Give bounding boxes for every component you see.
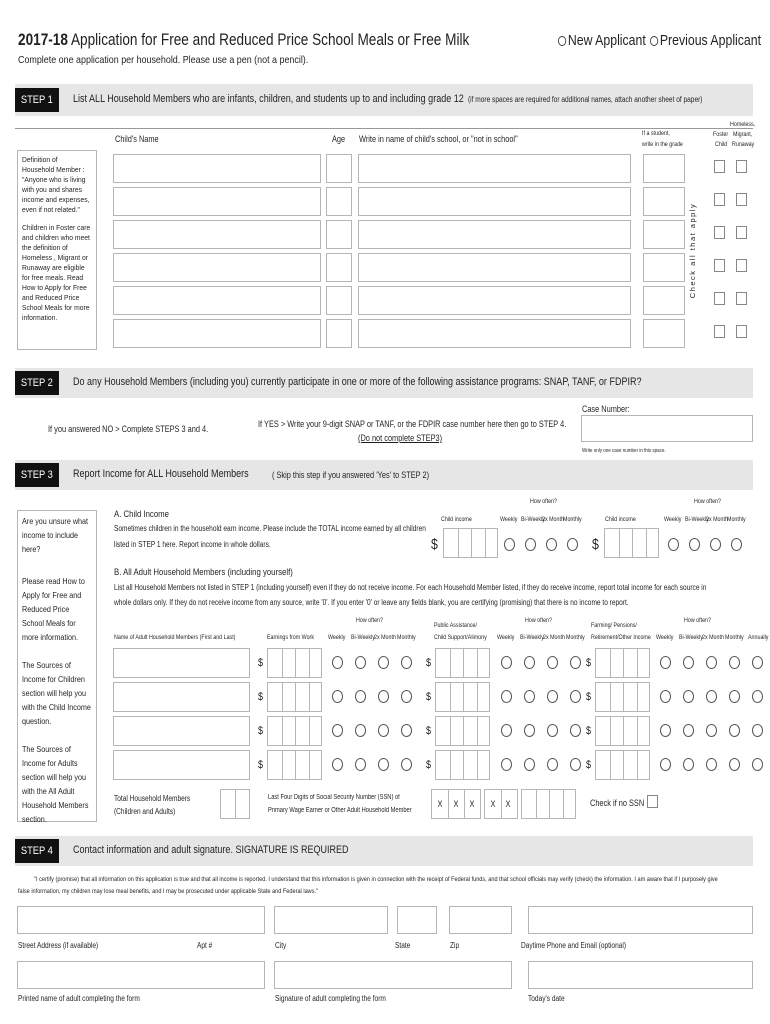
dollar-sign: $ <box>592 536 599 553</box>
previous-applicant-radio[interactable] <box>650 36 658 46</box>
zip-field[interactable] <box>449 906 512 934</box>
ssn-label-1: Last Four Digits of Social Security Number (SSN) of <box>268 794 400 801</box>
adult-income-amount-field[interactable] <box>267 682 322 712</box>
ssn-last-four-field[interactable] <box>521 789 576 819</box>
col-farming-1: Farming/ Pensions/ <box>591 622 637 629</box>
freq-radio[interactable] <box>504 538 515 551</box>
digit-divider <box>623 751 624 779</box>
freq-label: Bi-Weekly <box>521 516 545 523</box>
freq-radio[interactable] <box>524 758 535 771</box>
freq-radio[interactable] <box>683 690 694 703</box>
col-school: Write in name of child's school, or "not in school" <box>359 134 518 144</box>
col-foster: Foster <box>713 131 729 138</box>
digit-divider <box>282 649 283 677</box>
freq-radio[interactable] <box>731 538 742 551</box>
freq-radio[interactable] <box>752 724 763 737</box>
adult-income-text-2: whole dollars only. If they do not receive income from any source, write '0'. If you enter '0' or leave any fields blank, you are certifying (promising) that there is no income to report. <box>114 598 629 607</box>
freq-radio[interactable] <box>525 538 536 551</box>
child-income-title: A. Child Income <box>114 509 169 520</box>
col-child: Child <box>715 141 728 148</box>
digit-divider <box>463 717 464 745</box>
no-ssn-label: Check if no SSN <box>590 798 645 808</box>
step2-do-not: (Do not complete STEP3) <box>358 433 443 443</box>
freq-radio[interactable] <box>355 690 366 703</box>
freq-radio[interactable] <box>547 724 558 737</box>
freq-radio[interactable] <box>355 758 366 771</box>
dollar-sign: $ <box>426 691 432 703</box>
digit-divider <box>282 751 283 779</box>
freq-radio[interactable] <box>524 656 535 669</box>
street-label: Street Address (if available) <box>18 941 99 950</box>
freq-label: Weekly <box>497 634 515 641</box>
freq-label: Bi-Weekly <box>351 634 375 641</box>
step1-label: STEP 1 <box>15 88 59 112</box>
freq-label: Weekly <box>656 634 674 641</box>
child-age-field[interactable] <box>326 253 352 282</box>
foster-note: Children in Foster care and children who meet the definition of Homeless , Migrant or Runaway are eligible for free meals. Read How to Apply for Free and Reduced Price School Meals for more information. <box>22 223 91 322</box>
previous-applicant-option[interactable]: Previous Applicant <box>650 32 761 49</box>
case-number-label: Case Number: <box>582 404 630 414</box>
homeless-checkbox[interactable] <box>736 325 747 338</box>
freq-radio[interactable] <box>660 758 671 771</box>
certification-2: false information, my children may lose meal benefits, and I may be prosecuted under applicable State and Federal laws." <box>18 888 319 895</box>
children-sources-note: The Sources of Income for Children section will help you with the Child Income question. <box>22 661 91 726</box>
homeless-checkbox[interactable] <box>736 160 747 173</box>
child-age-field[interactable] <box>326 187 352 216</box>
freq-label: Bi-Weekly <box>685 516 709 523</box>
state-label: State <box>395 941 411 950</box>
col-age: Age <box>332 134 346 144</box>
printed-name-label: Printed name of adult completing the form <box>18 994 140 1003</box>
freq-radio[interactable] <box>547 656 558 669</box>
freq-label: Monthly <box>566 634 585 641</box>
digit-divider <box>477 649 478 677</box>
street-address-field[interactable] <box>17 906 265 934</box>
dollar-sign: $ <box>586 657 592 669</box>
digit-divider <box>477 717 478 745</box>
freq-radio[interactable] <box>570 724 581 737</box>
digit-divider <box>309 717 310 745</box>
digit-divider <box>458 529 459 557</box>
digit-divider <box>282 683 283 711</box>
col-grade-2: write in the grade <box>642 141 683 148</box>
freq-radio[interactable] <box>547 758 558 771</box>
ssn-masked-2: X X <box>484 789 518 819</box>
freq-radio[interactable] <box>524 690 535 703</box>
child-name-field[interactable] <box>113 286 321 315</box>
read-note: Please read How to Apply for Free and Reduced Price School Meals for more information. <box>22 577 85 642</box>
child-name-field[interactable] <box>113 154 321 183</box>
dollar-sign: $ <box>586 759 592 771</box>
freq-radio[interactable] <box>706 724 717 737</box>
step3-skip: ( Skip this step if you answered 'Yes' to STEP 2) <box>272 470 430 480</box>
freq-radio[interactable] <box>401 690 412 703</box>
child-school-field[interactable] <box>358 220 631 249</box>
freq-radio[interactable] <box>332 690 343 703</box>
how-often-label: How often? <box>694 498 721 505</box>
freq-label: Monthly <box>397 634 416 641</box>
digit-divider <box>471 529 472 557</box>
freq-radio[interactable] <box>752 758 763 771</box>
freq-radio[interactable] <box>752 690 763 703</box>
dollar-sign: $ <box>258 691 264 703</box>
certification-1: "I certify (promise) that all information on this application is true and that all income is reported. I understand that this information is given in connection with the receipt of Federal funds, and that school officials may verify (check) the information. I am aware that if I purposely give <box>34 876 718 883</box>
child-school-field[interactable] <box>358 187 631 216</box>
adult-name-field[interactable] <box>113 682 250 712</box>
digit-divider <box>295 649 296 677</box>
date-field[interactable] <box>528 961 753 989</box>
freq-radio[interactable] <box>501 690 512 703</box>
homeless-checkbox[interactable] <box>736 292 747 305</box>
adult-income-amount-field[interactable] <box>595 648 650 678</box>
state-field[interactable] <box>397 906 437 934</box>
freq-label: Bi-Weekly <box>679 634 703 641</box>
freq-label: Weekly <box>664 516 682 523</box>
step1-note: (if more spaces are required for additional names, attach another sheet of paper) <box>468 95 703 104</box>
freq-label: 2x Month <box>702 634 724 641</box>
step4-label: STEP 4 <box>15 839 59 863</box>
zip-label: Zip <box>450 941 460 950</box>
freq-radio[interactable] <box>570 656 581 669</box>
total-members-2: (Children and Adults) <box>114 807 176 816</box>
child-age-field[interactable] <box>326 319 352 348</box>
col-homeless: Homeless, <box>730 121 756 128</box>
household-definition: Definition of Household Member : "Anyone who is living with you and shares income and expenses, even if not related." <box>22 155 90 214</box>
digit-divider <box>450 649 451 677</box>
col-child-name: Child's Name <box>115 134 159 144</box>
child-school-field[interactable] <box>358 319 631 348</box>
freq-radio[interactable] <box>501 724 512 737</box>
freq-radio[interactable] <box>332 758 343 771</box>
freq-radio[interactable] <box>706 758 717 771</box>
child-school-field[interactable] <box>358 253 631 282</box>
digit-divider <box>637 717 638 745</box>
freq-radio[interactable] <box>546 538 557 551</box>
freq-radio[interactable] <box>332 656 343 669</box>
step2-if-yes: If YES > Write your 9-digit SNAP or TANF, or the FDPIR case number here then go to STEP 4. <box>258 419 567 429</box>
digit-divider <box>610 683 611 711</box>
digit-divider <box>610 649 611 677</box>
digit-divider <box>637 649 638 677</box>
freq-label: Weekly <box>500 516 518 523</box>
digit-divider <box>450 751 451 779</box>
freq-radio[interactable] <box>378 690 389 703</box>
adult-income-amount-field[interactable] <box>435 750 490 780</box>
homeless-checkbox[interactable] <box>736 226 747 239</box>
digit-divider <box>450 717 451 745</box>
digit-divider <box>295 717 296 745</box>
child-age-field[interactable] <box>326 220 352 249</box>
digit-divider <box>282 717 283 745</box>
phone-email-field[interactable] <box>528 906 753 934</box>
digit-divider <box>309 649 310 677</box>
freq-radio[interactable] <box>570 758 581 771</box>
freq-radio[interactable] <box>401 656 412 669</box>
child-school-field[interactable] <box>358 286 631 315</box>
col-earnings: Earnings from Work <box>267 634 315 641</box>
child-school-field[interactable] <box>358 154 631 183</box>
digit-divider <box>295 683 296 711</box>
step1-sidebar <box>17 150 97 350</box>
apt-label: Apt # <box>197 941 213 950</box>
freq-label: Monthly <box>563 516 582 523</box>
freq-label: 2x Month <box>374 634 396 641</box>
digit-divider <box>309 683 310 711</box>
child-income-amount-field[interactable] <box>443 528 498 558</box>
step4-title: Contact information and adult signature. SIGNATURE IS REQUIRED <box>73 844 349 856</box>
dollar-sign: $ <box>258 725 264 737</box>
dollar-sign: $ <box>426 657 432 669</box>
adult-name-field[interactable] <box>113 750 250 780</box>
col-public-1: Public Assistance/ <box>434 622 477 629</box>
col-grade-1: If a student, <box>642 130 670 137</box>
dollar-sign: $ <box>586 691 592 703</box>
step3-sidebar <box>17 510 97 822</box>
freq-label: Bi-Weekly <box>520 634 544 641</box>
freq-radio[interactable] <box>706 690 717 703</box>
step2-if-no: If you answered NO > Complete STEPS 3 and 4. <box>48 424 209 434</box>
adult-income-amount-field[interactable] <box>435 716 490 746</box>
digit-divider <box>632 529 633 557</box>
freq-label: Annually <box>748 634 769 641</box>
adult-income-amount-field[interactable] <box>267 648 322 678</box>
col-migrant: Migrant, <box>733 131 753 138</box>
adult-income-amount-field[interactable] <box>595 682 650 712</box>
date-label: Today's date <box>528 994 565 1003</box>
digit-divider <box>637 683 638 711</box>
freq-radio[interactable] <box>570 690 581 703</box>
digit-divider <box>623 649 624 677</box>
digit-divider <box>450 683 451 711</box>
adult-income-amount-field[interactable] <box>595 716 650 746</box>
how-often-label: How often? <box>530 498 557 505</box>
homeless-checkbox[interactable] <box>736 259 747 272</box>
freq-label: Weekly <box>328 634 346 641</box>
adult-name-field[interactable] <box>113 716 250 746</box>
step1-title: List ALL Household Members who are infants, children, and students up to and including grade 12 <box>73 93 464 105</box>
freq-radio[interactable] <box>524 724 535 737</box>
freq-radio[interactable] <box>710 538 721 551</box>
new-applicant-option[interactable]: New Applicant <box>558 32 646 49</box>
form-title: 2017-18 Application for Free and Reduced Price School Meals or Free Milk <box>18 30 470 49</box>
freq-radio[interactable] <box>660 690 671 703</box>
phone-label: Daytime Phone and Email (optional) <box>521 941 627 950</box>
step3-label: STEP 3 <box>15 463 59 487</box>
how-often-label: How often? <box>356 617 383 624</box>
freq-radio[interactable] <box>547 690 558 703</box>
adult-name-field[interactable] <box>113 648 250 678</box>
digit-divider <box>477 683 478 711</box>
freq-radio[interactable] <box>683 656 694 669</box>
child-age-field[interactable] <box>326 154 352 183</box>
child-income-text-2: listed in STEP 1 here. Report income in whole dollars. <box>114 540 271 549</box>
check-all-label: Check all that apply <box>688 202 698 298</box>
freq-label: 2x Month <box>706 516 728 523</box>
digit-divider <box>646 529 647 557</box>
adult-income-amount-field[interactable] <box>595 750 650 780</box>
adult-income-amount-field[interactable] <box>267 716 322 746</box>
child-name-field[interactable] <box>113 319 321 348</box>
col-runaway: Runaway <box>732 141 755 148</box>
freq-radio[interactable] <box>706 656 717 669</box>
signature-field[interactable] <box>274 961 512 989</box>
digit-divider <box>619 529 620 557</box>
digit-divider <box>637 751 638 779</box>
freq-radio[interactable] <box>729 656 740 669</box>
freq-radio[interactable] <box>689 538 700 551</box>
dollar-sign: $ <box>586 725 592 737</box>
freq-radio[interactable] <box>332 724 343 737</box>
col-farming-2: Retirement/Other Income <box>591 634 651 641</box>
signature-label: Signature of adult completing the form <box>275 994 386 1003</box>
ssn-masked-1: X X X <box>431 789 481 819</box>
dollar-sign: $ <box>258 657 264 669</box>
freq-radio[interactable] <box>401 758 412 771</box>
freq-radio[interactable] <box>729 690 740 703</box>
digit-divider <box>463 751 464 779</box>
case-number-field[interactable] <box>581 415 753 442</box>
step3-title: Report Income for ALL Household Members <box>73 468 249 480</box>
ssn-label-2: Primary Wage Earner or Other Adult Household Member <box>268 807 412 814</box>
freq-radio[interactable] <box>501 656 512 669</box>
case-number-note: Write only one case number in this space. <box>582 448 666 454</box>
freq-radio[interactable] <box>660 656 671 669</box>
adult-income-amount-field[interactable] <box>435 648 490 678</box>
freq-label: Monthly <box>727 516 746 523</box>
digit-divider <box>610 751 611 779</box>
child-income-text-1: Sometimes children in the household earn income. Please include the TOTAL income earned by all children <box>114 524 426 533</box>
digit-divider <box>485 529 486 557</box>
child-income-amount-field[interactable] <box>604 528 659 558</box>
how-often-label: How often? <box>525 617 552 624</box>
unsure-note: Are you unsure what income to include here? <box>22 517 89 554</box>
dollar-sign: $ <box>426 759 432 771</box>
digit-divider <box>463 649 464 677</box>
total-members-1: Total Household Members <box>114 794 191 803</box>
how-often-label: How often? <box>684 617 711 624</box>
step2-label: STEP 2 <box>15 371 59 395</box>
freq-radio[interactable] <box>501 758 512 771</box>
no-ssn-checkbox[interactable] <box>647 795 658 808</box>
digit-divider <box>623 683 624 711</box>
freq-radio[interactable] <box>401 724 412 737</box>
freq-radio[interactable] <box>378 758 389 771</box>
freq-radio[interactable] <box>378 656 389 669</box>
child-name-field[interactable] <box>113 187 321 216</box>
printed-name-field[interactable] <box>17 961 265 989</box>
dollar-sign: $ <box>431 536 438 553</box>
freq-label: Monthly <box>725 634 744 641</box>
col-adult-name: Name of Adult Household Members (First and Last) <box>114 634 236 641</box>
freq-radio[interactable] <box>567 538 578 551</box>
child-age-field[interactable] <box>326 286 352 315</box>
adult-income-amount-field[interactable] <box>435 682 490 712</box>
digit-divider <box>610 717 611 745</box>
digit-divider <box>477 751 478 779</box>
check-all-container <box>666 160 720 340</box>
freq-radio[interactable] <box>683 724 694 737</box>
child-name-field[interactable] <box>113 253 321 282</box>
adult-income-text-1: List all Household Members not listed in STEP 1 (including yourself) even if they do not receive income. For each Household Member listed, if they do receive income, report total income for each source in <box>114 583 707 592</box>
digit-divider <box>295 751 296 779</box>
freq-radio[interactable] <box>355 724 366 737</box>
child-income-label: Child income <box>605 516 636 523</box>
col-public-2: Child Support/Alimony <box>434 634 487 641</box>
digit-divider <box>463 683 464 711</box>
adults-sources-note: The Sources of Income for Adults section will help you with the All Adult Household Members section. <box>22 745 89 824</box>
city-label: City <box>275 941 287 950</box>
new-applicant-radio[interactable] <box>558 36 566 46</box>
freq-radio[interactable] <box>668 538 679 551</box>
adult-income-title: B. All Adult Household Members (including yourself) <box>114 567 293 578</box>
freq-radio[interactable] <box>378 724 389 737</box>
city-field[interactable] <box>274 906 388 934</box>
child-income-label: Child income <box>441 516 472 523</box>
total-members-field[interactable] <box>220 789 250 819</box>
divider <box>15 128 753 129</box>
freq-radio[interactable] <box>660 724 671 737</box>
freq-radio[interactable] <box>752 656 763 669</box>
freq-label: 2x Month <box>543 634 565 641</box>
digit-divider <box>309 751 310 779</box>
dollar-sign: $ <box>258 759 264 771</box>
child-name-field[interactable] <box>113 220 321 249</box>
adult-income-amount-field[interactable] <box>267 750 322 780</box>
freq-radio[interactable] <box>729 758 740 771</box>
dollar-sign: $ <box>426 725 432 737</box>
digit-divider <box>623 717 624 745</box>
form-subtitle: Complete one application per household. Please use a pen (not a pencil). <box>18 54 309 66</box>
step2-title: Do any Household Members (including you) currently participate in one or more of the following assistance programs: SNAP, TANF, or FDPIR? <box>73 376 642 388</box>
freq-radio[interactable] <box>729 724 740 737</box>
freq-radio[interactable] <box>355 656 366 669</box>
freq-radio[interactable] <box>683 758 694 771</box>
freq-label: 2x Month <box>542 516 564 523</box>
homeless-checkbox[interactable] <box>736 193 747 206</box>
